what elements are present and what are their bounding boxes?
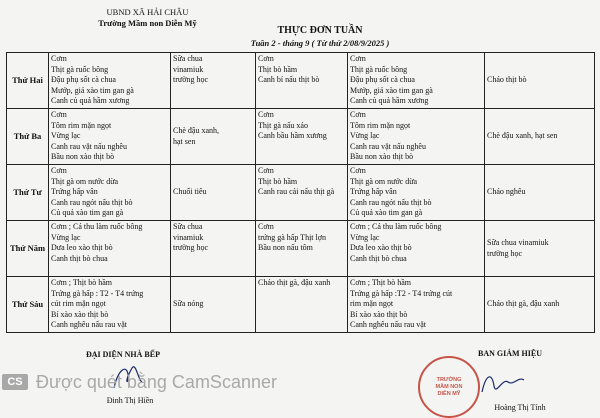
dish-line: Canh rau vặt nấu nghêu — [51, 141, 127, 151]
watermark-text: Được quét bằng CamScanner — [36, 371, 277, 392]
day-cell: Thứ Năm — [7, 221, 49, 277]
dish-line: Đậu phụ sốt cà chua — [51, 75, 116, 85]
dish-line: cút rim mặn ngọt — [51, 299, 106, 309]
dish-line: Trứng hấp vân — [51, 187, 98, 197]
dish-line: Chè đậu xanh, hạt sen — [487, 131, 558, 141]
dish-line: Cháo thịt gà, đậu xanh — [487, 299, 560, 309]
dish-line: Trứng gà hấp : T2 - T4 trứng — [51, 288, 144, 298]
meal-cell — [49, 221, 171, 277]
dish-line: Thịt bò hầm — [258, 176, 298, 186]
kitchen-rep-title: ĐẠI DIỆN NHÀ BẾP — [85, 350, 160, 359]
dish-line: Cơm — [350, 166, 366, 175]
dish-line: Sữa chua — [173, 222, 203, 231]
dish-line: Cháo thịt gà, đậu xanh — [258, 278, 331, 287]
dish-line: Đậu phụ sốt cà chua — [350, 75, 415, 85]
dish-line: Mướp, giá xào tim gan gà — [350, 85, 433, 95]
dish-line: Canh bầu hầm xương — [258, 131, 327, 141]
dish-line: Tôm rim mặn ngọt — [51, 120, 112, 130]
dish-line: Cơm — [51, 166, 67, 175]
meal-cell — [256, 165, 348, 221]
day-cell: Thứ Hai — [7, 53, 49, 109]
management-title: BAN GIÁM HIỆU — [477, 349, 542, 358]
stamp-line: DIỄN MỸ — [437, 390, 461, 397]
meal-cell — [49, 165, 171, 221]
dish-line: Thịt gà om nước dừa — [350, 176, 418, 186]
org-name: UBND XÃ HẢI CHÂU — [106, 7, 189, 17]
camscanner-watermark — [0, 372, 277, 392]
dish-line: Canh rau ngót nấu thịt bò — [350, 197, 432, 207]
dish-line: Tôm rim mặn ngọt — [350, 120, 411, 130]
dish-line: hạt sen — [173, 136, 196, 146]
dish-line: Canh nghêu nấu rau vặt — [350, 320, 426, 330]
meal-cell — [348, 53, 485, 109]
dish-line: Cơm — [51, 110, 67, 119]
dish-line: Canh thịt bò chua — [51, 253, 108, 263]
meal-cell — [256, 53, 348, 109]
dish-line: trường học — [173, 75, 209, 85]
meal-cell — [171, 221, 256, 277]
meal-cell — [485, 165, 595, 221]
dish-line: Cơm — [258, 166, 274, 175]
dish-line: Bầu non xào thịt bò — [51, 152, 115, 162]
menu-table — [6, 52, 595, 333]
dish-line: trường học — [487, 248, 523, 258]
meal-cell — [49, 277, 171, 333]
page-title: THỰC ĐƠN TUẦN — [277, 25, 363, 36]
dish-line: Cơm — [350, 110, 366, 119]
dish-line: Sữa nóng — [173, 299, 204, 309]
dish-line: Cơm — [258, 54, 274, 63]
meal-cell — [49, 109, 171, 165]
dish-line: Chè đậu xanh, — [173, 125, 219, 135]
meal-cell — [171, 165, 256, 221]
dish-line: Dưa leo xào thịt bò — [350, 243, 412, 253]
dish-line: Dưa leo xào thịt bò — [51, 243, 113, 253]
meal-cell — [485, 109, 595, 165]
dish-line: Thịt gà ruốc bông — [350, 64, 408, 74]
dish-line: Bầu non nấu tôm — [258, 243, 313, 253]
principal-name: Hoàng Thị Tính — [494, 403, 546, 412]
stamp-line: TRƯỜNG — [436, 376, 462, 383]
camscanner-icon: CS — [2, 374, 28, 390]
dish-line: Cháo thịt bò — [487, 75, 527, 85]
dish-line: Củ quả xào tim gan gà — [51, 208, 124, 218]
dish-line: Bí xào xào thịt bò — [350, 309, 408, 319]
dish-line: trường học — [173, 243, 209, 253]
dish-line: Canh rau vặt nấu nghêu — [350, 141, 426, 151]
dish-line: Mướp, giá xào tim gan gà — [51, 85, 134, 95]
dish-line: Cơm — [51, 54, 67, 63]
dish-line: Canh rau ngót nấu thịt bò — [51, 197, 133, 207]
dish-line: Cơm — [258, 110, 274, 119]
meal-cell — [348, 277, 485, 333]
menu-row — [7, 165, 595, 221]
dish-line: rim mặn ngọt — [350, 299, 394, 309]
dish-line: Thịt bò hầm — [258, 64, 298, 74]
dish-line: Trứng gà hấp :T2 - T4 trứng cút — [350, 288, 453, 298]
dish-line: Cơm — [258, 222, 274, 231]
meal-cell — [348, 109, 485, 165]
dish-line: Canh củ quả hầm xương — [51, 96, 130, 106]
dish-line: Bầu non xào thịt bò — [350, 152, 414, 162]
stamp-line: MẦM NON — [435, 383, 463, 390]
dish-line: Canh bí nấu thịt bò — [258, 75, 320, 85]
menu-row — [7, 221, 595, 277]
school-name: Trường Mầm non Diễn Mỹ — [98, 18, 197, 28]
meal-cell — [485, 53, 595, 109]
meal-cell — [49, 53, 171, 109]
page-subtitle: Tuần 2 - tháng 9 ( Từ thứ 2/08/9/2025 ) — [250, 38, 390, 48]
dish-line: Canh nghêu nấu rau vặt — [51, 320, 127, 330]
meal-cell — [171, 109, 256, 165]
dish-line: Cơm ; Thịt bò hầm — [350, 278, 411, 287]
dish-line: Canh củ quả hầm xương — [350, 96, 429, 106]
dish-line: Cơm — [350, 54, 366, 63]
meal-cell — [256, 221, 348, 277]
menu-row — [7, 109, 595, 165]
dish-line: Trứng hấp vân — [350, 187, 397, 197]
menu-row — [7, 277, 595, 333]
meal-cell — [348, 221, 485, 277]
dish-line: Vừng lạc — [51, 232, 81, 242]
dish-line: Chuối tiêu — [173, 187, 207, 197]
meal-cell — [485, 277, 595, 333]
dish-line: Cháo nghêu — [487, 187, 526, 197]
dish-line: Vừng lạc — [350, 131, 380, 141]
kitchen-rep-name: Đinh Thị Hiền — [106, 396, 154, 405]
principal-signature — [478, 368, 528, 398]
dish-line: Canh thịt bò chua — [350, 253, 407, 263]
day-cell: Thứ Sáu — [7, 277, 49, 333]
dish-line: Sữa chua vinamiuk — [487, 237, 549, 247]
day-cell: Thứ Tư — [7, 165, 49, 221]
dish-line: vinamiuk — [173, 232, 204, 242]
dish-line: Thịt gà ruốc bông — [51, 64, 109, 74]
meal-cell — [256, 277, 348, 333]
meal-cell — [171, 53, 256, 109]
meal-cell — [485, 221, 595, 277]
meal-cell — [348, 165, 485, 221]
dish-line: Vừng lạc — [350, 232, 380, 242]
dish-line: Sữa chua — [173, 54, 203, 63]
day-cell: Thứ Ba — [7, 109, 49, 165]
dish-line: Thịt gà om nước dừa — [51, 176, 119, 186]
dish-line: Thịt gà nấu xáo — [258, 120, 308, 130]
dish-line: Cơm ; Cá thu làm ruốc bông — [350, 222, 442, 231]
dish-line: Cơm ; Thịt bò hầm — [51, 278, 112, 287]
dish-line: Canh rau cải nấu thịt gà — [258, 187, 335, 197]
dish-line: Bí xào xào thịt bò — [51, 309, 109, 319]
dish-line: vinamiuk — [173, 64, 204, 74]
dish-line: Vừng lạc — [51, 131, 81, 141]
menu-row — [7, 53, 595, 109]
dish-line: Củ quả xào tim gan gà — [350, 208, 423, 218]
dish-line: trứng gà hấp Thịt lợn — [258, 232, 326, 242]
dish-line: Cơm ; Cá thu làm ruốc bông — [51, 222, 143, 231]
meal-cell — [256, 109, 348, 165]
meal-cell — [171, 277, 256, 333]
